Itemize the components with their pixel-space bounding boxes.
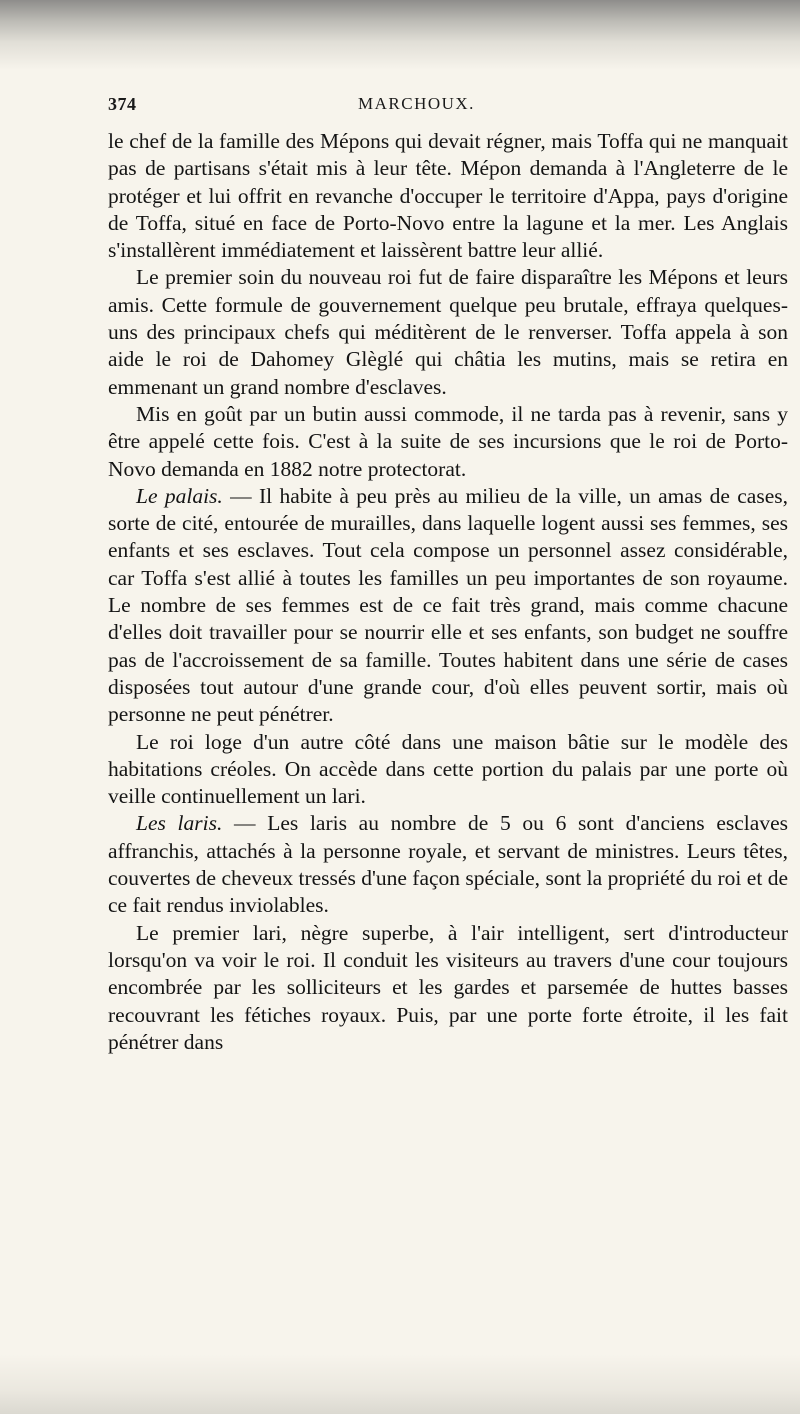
paragraph-text: Le premier soin du nouveau roi fut de faire disparaître les Mépons et leurs amis. Cette formule de gouvernement quelque peu brutale, effraya quelques-uns des principaux chefs qui méditèrent de le renverser. Toffa appela à son aide le roi de Dahomey Glèglé qui châtia les mutins, mais se retira en emmenant un grand nombre d'esclaves. <box>108 265 788 399</box>
running-title: MARCHOUX. <box>358 94 475 113</box>
paragraph-text: Mis en goût par un butin aussi commode, il ne tarda pas à revenir, sans y être appelé cette fois. C'est à la suite de ses incursions que le roi de Porto-Novo demanda en 1882 notre protectorat. <box>108 401 788 481</box>
paragraph-text: — Les laris au nombre de 5 ou 6 sont d'anciens esclaves affranchis, attachés à la personne royale, et servant de ministres. Leurs têtes, couvertes de cheveux tressés d'une façon spéciale, sont la propriété du roi et de ce fait rendus inviolables. <box>108 811 788 918</box>
paragraph-text: Le premier lari, nègre superbe, à l'air intelligent, sert d'introducteur lorsqu'on va voir le roi. Il conduit les visiteurs au travers d'une cour toujours encombrée par les solliciteurs et les gardes et parsemée de huttes basses recouvrant les fétiches royaux. Puis, par une porte forte étroite, il les fait pénétrer dans <box>108 920 788 1054</box>
paragraph <box>108 810 788 919</box>
paragraph <box>108 920 788 1056</box>
paragraph-text: Le roi loge d'un autre côté dans une maison bâtie sur le modèle des habitations créoles. On accède dans cette portion du palais par une porte où veille continuellement un lari. <box>108 729 788 809</box>
paragraph <box>108 264 788 400</box>
paragraph <box>108 401 788 483</box>
scan-shadow-bottom <box>0 1354 800 1414</box>
paragraph-text: le chef de la famille des Mépons qui devait régner, mais Toffa qui ne manquait pas de partisans s'était mis à leur tête. Mépon demanda à l'Angleterre de le protéger et lui offrit en revanche d'occuper le territoire d'Appa, pays d'origine de Toffa, situé en face de Porto-Novo entre la lagune et la mer. Les Anglais s'installèrent immédiatement et laissèrent battre leur allié. <box>108 129 788 263</box>
paragraph <box>108 483 788 729</box>
paragraph <box>108 128 788 264</box>
page-number: 374 <box>108 94 137 114</box>
paragraph-text: — Il habite à peu près au milieu de la ville, un amas de cases, sorte de cité, entourée de murailles, dans laquelle logent aussi ses femmes, ses enfants et ses esclaves. Tout cela compose un personnel assez considérable, car Toffa s'est allié à toutes les familles un peu importantes de son royaume. Le nombre de ses femmes est de ce fait très grand, mais comme chacune d'elles doit travailler pour se nourrir elle et ses enfants, son budget ne souffre pas de l'accroissement de sa famille. Toutes habitent dans une série de cases disposées tout autour d'une grande cour, d'où elles peuvent sortir, mais où personne ne peut pénétrer. <box>108 483 788 727</box>
section-lead: Le palais. <box>136 483 223 508</box>
paragraph <box>108 729 788 811</box>
page-header <box>108 94 788 124</box>
scan-shadow-top <box>0 0 800 70</box>
section-lead: Les laris. <box>136 811 223 836</box>
body-text <box>108 128 788 1056</box>
